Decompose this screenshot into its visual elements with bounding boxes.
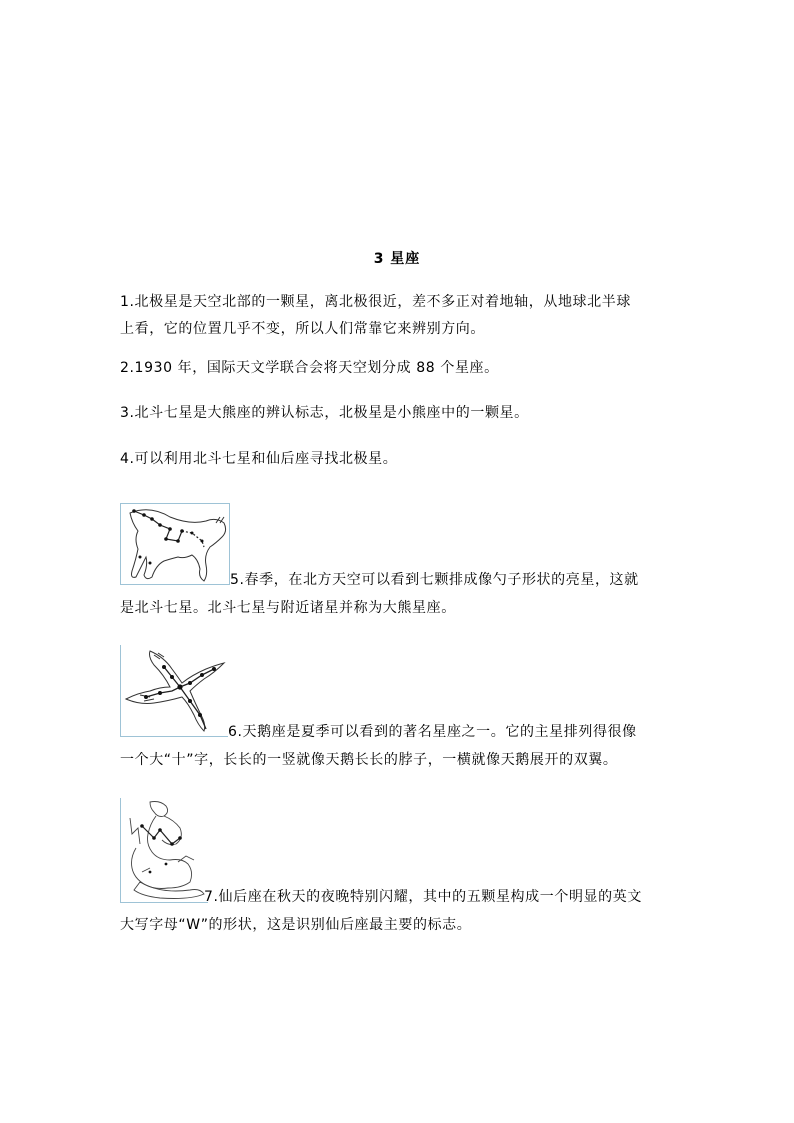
paragraph-3 <box>120 400 680 427</box>
page-title: 3 星座 <box>373 251 421 267</box>
paragraph-line: 2.1930 年，国际天文学联合会将天空划分成 88 个星座。 <box>120 360 499 376</box>
figure-paragraph-7 <box>120 798 680 938</box>
paragraph-line: 1.北极星是天空北部的一颗星，离北极很近，差不多正对着地轴，从地球北半球 <box>120 294 631 310</box>
paragraph-line: 3.北斗七星是大熊座的辨认标志，北极星是小熊座中的一颗星。 <box>120 405 529 421</box>
paragraph-line: 是北斗七星。北斗七星与附近诸星并称为大熊星座。 <box>120 600 456 616</box>
paragraph-line: 6.天鹅座是夏季可以看到的著名星座之一。它的主星排列得很像 <box>228 724 637 740</box>
paragraph-line: 大写字母“W”的形状，这是识别仙后座最主要的标志。 <box>120 917 472 933</box>
figure-paragraph-6 <box>120 645 680 775</box>
figure-paragraph-5 <box>120 503 680 623</box>
paragraph-2 <box>120 355 680 382</box>
paragraph-line: 4.可以利用北斗七星和仙后座寻找北极星。 <box>120 451 398 467</box>
paragraph-line: 上看，它的位置几乎不变，所以人们常靠它来辨别方向。 <box>120 321 485 337</box>
great-bear-icon <box>120 503 230 585</box>
paragraph-line: 5.春季，在北方天空可以看到七颗排成像勺子形状的亮星，这就 <box>230 572 639 588</box>
paragraph-4 <box>120 446 680 473</box>
swan-icon <box>120 645 228 737</box>
paragraph-1 <box>120 289 680 343</box>
cassiopeia-icon <box>120 798 208 903</box>
paragraph-line: 一个大“十”字，长长的一竖就像天鹅长长的脖子，一横就像天鹅展开的双翼。 <box>120 752 618 768</box>
paragraph-line: 7.仙后座在秋天的夜晚特别闪耀，其中的五颗星构成一个明显的英文 <box>204 889 642 905</box>
